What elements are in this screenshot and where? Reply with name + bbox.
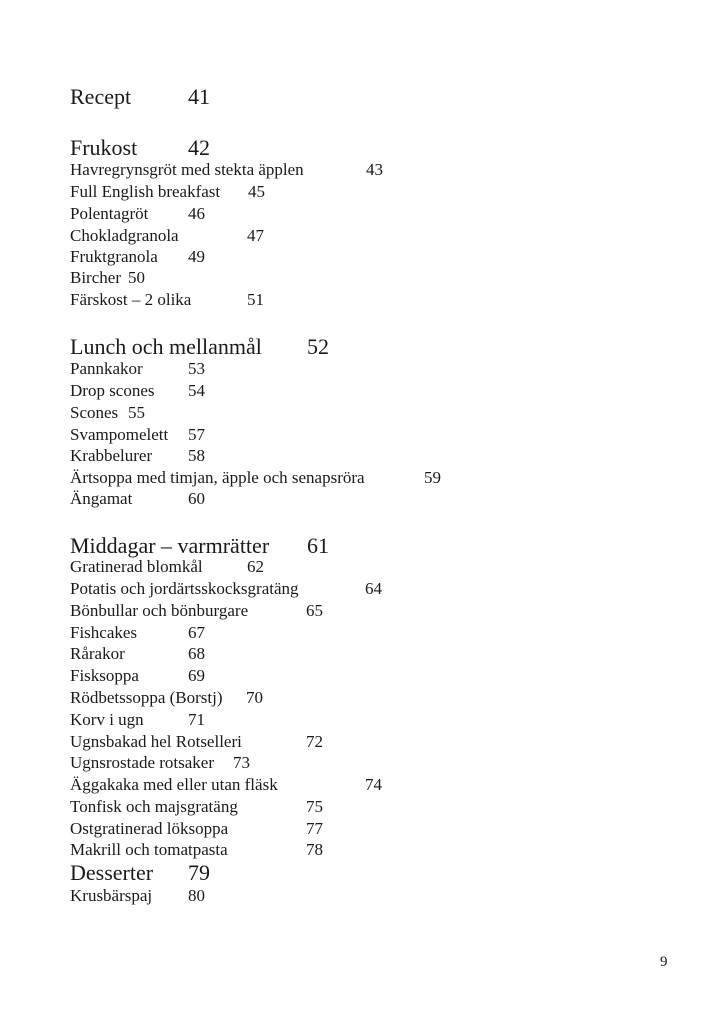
toc-page: 47 bbox=[247, 226, 264, 245]
toc-title: Färskost – 2 olika bbox=[70, 290, 192, 309]
toc-page: 42 bbox=[188, 135, 210, 160]
toc-page: 71 bbox=[188, 710, 205, 729]
toc-page: 45 bbox=[248, 182, 265, 201]
toc-title: Fisksoppa bbox=[70, 666, 139, 685]
page-number: 9 bbox=[660, 954, 668, 970]
toc-title: Chokladgranola bbox=[70, 226, 179, 245]
toc-title: Äggakaka med eller utan fläsk bbox=[70, 775, 278, 794]
toc-page: 70 bbox=[246, 688, 263, 707]
toc-page: 51 bbox=[247, 290, 264, 309]
toc-title: Havregrynsgröt med stekta äpplen bbox=[70, 160, 304, 179]
toc-title: Lunch och mellanmål bbox=[70, 334, 262, 359]
toc-page: 75 bbox=[306, 797, 323, 816]
toc-page: 80 bbox=[188, 886, 205, 905]
toc-page: 46 bbox=[188, 204, 205, 223]
toc-title: Ostgratinerad löksoppa bbox=[70, 819, 229, 838]
toc-title: Tonfisk och majsgratäng bbox=[70, 797, 238, 816]
toc-page: 78 bbox=[306, 840, 323, 859]
toc-page: 62 bbox=[247, 557, 264, 576]
toc-title: Korv i ugn bbox=[70, 710, 144, 729]
toc-title: Ängamat bbox=[70, 489, 133, 508]
toc-title: Potatis och jordärtsskocksgratäng bbox=[70, 579, 299, 598]
toc-title: Makrill och tomatpasta bbox=[70, 840, 228, 859]
toc-title: Ugnsbakad hel Rotselleri bbox=[70, 732, 242, 751]
toc-title: Svampomelett bbox=[70, 425, 169, 444]
toc-page: 72 bbox=[306, 732, 323, 751]
toc-page: 61 bbox=[307, 533, 329, 558]
toc-page: 73 bbox=[233, 753, 250, 772]
toc-page: 54 bbox=[188, 381, 205, 400]
toc-page: 64 bbox=[365, 579, 382, 598]
toc-page: 68 bbox=[188, 644, 205, 663]
toc-page: 69 bbox=[188, 666, 205, 685]
toc-title: Rårakor bbox=[70, 644, 125, 663]
toc-title: Fruktgranola bbox=[70, 247, 158, 266]
toc-title: Krabbelurer bbox=[70, 446, 153, 465]
toc-page: 49 bbox=[188, 247, 205, 266]
toc-title: Desserter bbox=[70, 860, 154, 885]
toc-title: Middagar – varmrätter bbox=[70, 533, 270, 558]
toc-title: Polentagröt bbox=[70, 204, 149, 223]
toc-title: Ärtsoppa med timjan, äpple och senapsröra bbox=[70, 468, 365, 487]
toc-page: 59 bbox=[424, 468, 441, 487]
toc-title: Pannkakor bbox=[70, 359, 143, 378]
toc-page: 43 bbox=[366, 160, 383, 179]
toc-page: 50 bbox=[128, 268, 145, 287]
toc-page: 52 bbox=[307, 334, 329, 359]
toc-page: 74 bbox=[365, 775, 382, 794]
toc-title: Fishcakes bbox=[70, 623, 138, 642]
toc-page: 57 bbox=[188, 425, 205, 444]
toc-page: 67 bbox=[188, 623, 205, 642]
toc-page: 65 bbox=[306, 601, 323, 620]
toc-title: Bönbullar och bönburgare bbox=[70, 601, 249, 620]
toc-title: Drop scones bbox=[70, 381, 155, 400]
toc-title: Ugnsrostade rotsaker bbox=[70, 753, 214, 772]
toc-page: 55 bbox=[128, 403, 145, 422]
toc-title: Full English breakfast bbox=[70, 182, 221, 201]
toc-page: 77 bbox=[306, 819, 323, 838]
toc-title: Krusbärspaj bbox=[70, 886, 153, 905]
toc-title: Gratinerad blomkål bbox=[70, 557, 203, 576]
toc-title: Rödbetssoppa (Borstj) bbox=[70, 688, 223, 707]
toc-title: Bircher bbox=[70, 268, 121, 287]
toc-title: Scones bbox=[70, 403, 119, 422]
toc-title: Frukost bbox=[70, 135, 138, 160]
toc-page: 79 bbox=[188, 860, 210, 885]
toc-page: 53 bbox=[188, 359, 205, 378]
toc-title: Recept bbox=[70, 84, 132, 109]
toc-page: 60 bbox=[188, 489, 205, 508]
toc-page: 58 bbox=[188, 446, 205, 465]
toc-page: 41 bbox=[188, 84, 210, 109]
